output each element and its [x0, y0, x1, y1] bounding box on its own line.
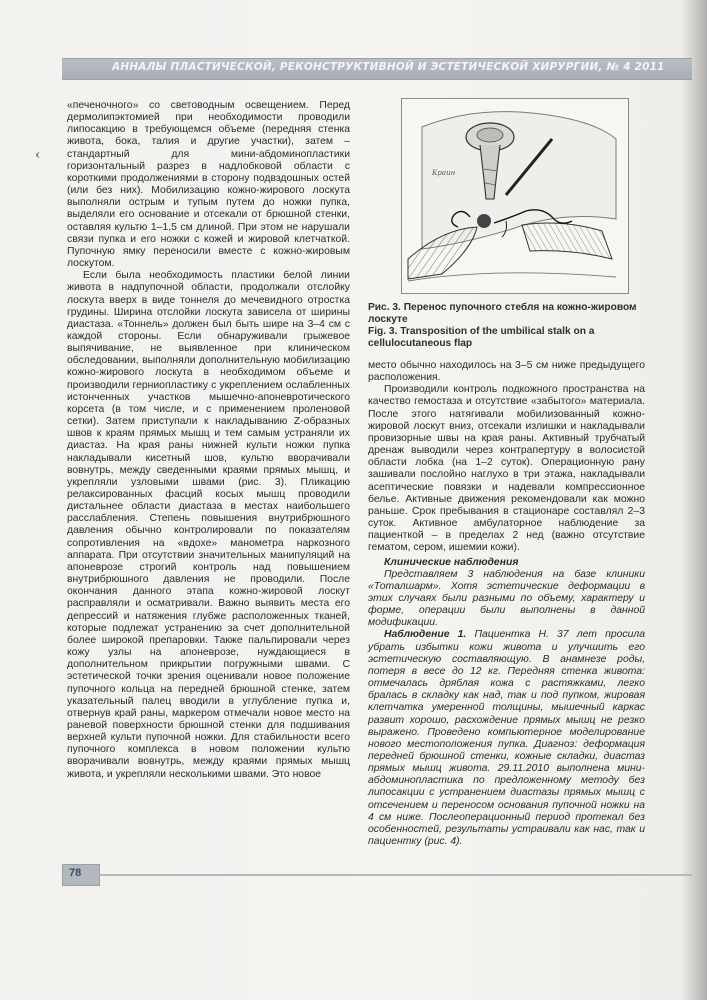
scan-mark	[36, 152, 46, 158]
surgical-sketch	[402, 99, 628, 293]
caption-russian: Рис. 3. Перенос пупочного стебля на кожно-жировом лоскуте	[368, 302, 637, 325]
left-paragraph-1: «печеночного» со световодным освещением. Перед дермолипэктомией при необходимости проводили липосакцию в требующемся объеме (передняя стенка живота, бока, талия и другие участки), затем – стандартный для мини-абдоминопластики горизонтальный разрез в надлобковой области с короткими продолжениями в сторону подвздошных остей (или без них). Мобилизацию кожно-жирового лоскута выполняли острым и тупым путем до ножки пупка, выделяли его основание и отсекали от брюшной стенки, оставляя культю 1–1,5 см длиной. При этом не нарушали связи пупка и его ножки с кожей и жировой клетчаткой. Пупочную ямку переносили вместе с кожно-жировым лоскутом.	[67, 100, 350, 270]
observation-1	[368, 629, 645, 848]
page-number: 78	[69, 867, 82, 879]
figure-caption	[368, 302, 650, 350]
right-paragraph-2: Производили контроль подкожного пространства на качество гемостаза и отсутствие «забытого» материала. После этого натягивали мобилизованный кожно-жировой лоскут вниз, отсекали излишки и накладывали провизорные швы на края раны. Активный трубчатый дренаж выводили через контрапертуру в волосистой области лобка (на 1–2 суток). Операционную рану зашивали послойно наглухо в три этажа, накладывали асептические повязки и надевали компрессионное белье. Активные движения рекомендовали как можно раньше. Срок пребывания в стационаре составлял 2–3 суток. Активное амбулаторное наблюдение за пациенткой – в пределах 2 нед (важно отсутствие гематом, сером, ишемии кожи).	[368, 384, 645, 554]
right-column	[368, 360, 645, 848]
left-paragraph-2: Если была необходимость пластики белой линии живота в надпупочной области, продолжали отслойку лоскута вверх в виде тоннеля до мечевидного отростка грудины. Ширина отслойки лоскута зависела от ширины диастаза. «Тоннель» должен был быть шире на 3–4 см с каждой стороны. Если обнаруживали грыжевое выпячивание, не выявленное при клиническом обследовании, выполняли дополнительную мобилизацию кожно-жирового лоскута в необходимом объеме и производили герниопластику с укреплением ослабленных истонченных участков мышечно-апоневротического корсета (в том числе, и с применением проленовой сетки). Затем приступали к накладыванию Z-образных швов к краям прямых мышц и тем самым устраняли их диастаз. На края раны нижней культи ножки пупка накладывали кисетный шов, культю вворачивали вовнутрь, между сведенными краями прямых мышц, и укрепляли узловыми швами (рис. 3). Пликацию релаксированных фасций косых мышц проводили дистальнее области диастаза в местах наибольшего расслабления. Степень повышения внутрибрюшного давления обычно контролировали по показателям сопротивления на «вдохе» манометра наркозного аппарата. При отсутствии значительных манипуляций на апоневрозе строгий контроль над повышением внутрибрюшного давления не проводили. После окончания данного этапа кожно-жировой лоскут расправляли и осматривали. Важно выявить места его депрессий и натяжения глубже расположенных тканей, которые подлежат устранению за счет дополнительной более широкой препаровки. Также пальпировали через кожу узлы на апоневрозе, нуждающиеся в дополнительном прикрытии погружными швами. С эстетической точки зрения оценивали новое положение пупочного кольца на передней брюшной стенке, затем указательный палец вводили в углубление пупка и, отвернув край раны, маркером отмечали новое место на раневой поверхности брюшной стенки для подшивания верхней культи пупочной ножки. Для стабильности всего пупочного комплекса в новом положении культю вворачивали вовнутрь, между краями прямых мышц живота, и укрепляли несколькими швами. Это новое	[67, 270, 350, 780]
observation-text: Пациентка Н. 37 лет просила убрать избытки кожи живота и улучшить его эстетическую составляющую. В анамнезе роды, потеря в весе до 12 кг. Передняя стенка живота: отмечалась дряблая кожа с растяжками, легко бралась в складку как над, так и под пупком, жировая клетчатка умеренной толщины, мышечный каркас развит хорошо, расхождение прямых мышц не резко выражено. Проведено компьютерное моделирование нового местоположения пупка. Диагноз: деформация передней брюшной стенки, кожные складки, диастаз прямых мышц живота. 29.11.2010 выполнена мини-абдоминопластика по предложенному методу без липосакции с устранением диастазы прямых мышц с отсечением и переносом основания пупочной ножки на 4 см ниже. Послеоперационный период протекал без особенностей, результаты устраивали как нас, так и пациентку (рис. 4).	[368, 629, 645, 848]
handwritten-note: Краин	[432, 169, 456, 177]
page-edge-shadow	[681, 0, 707, 1000]
footer-rule	[98, 874, 692, 876]
right-paragraph-3: Представляем 3 наблюдения на базе клиники «Тоталшарм». Хотя эстетические деформации в этих случаях были разными по объему, характеру и форме, операции были выполнены в данной модификации.	[368, 568, 645, 629]
caption-english: Fig. 3. Transposition of the umbilical stalk on a cellulocutaneous flap	[368, 326, 595, 349]
section-title: Клинические наблюдения	[384, 556, 519, 568]
observation-label: Наблюдение 1.	[384, 629, 467, 641]
right-paragraph-1: место обычно находилось на 3–5 см ниже предыдущего расположения.	[368, 360, 645, 384]
figure-3-illustration	[401, 98, 629, 294]
journal-title: АННАЛЫ ПЛАСТИЧЕСКОЙ, РЕКОНСТРУКТИВНОЙ И ЭСТЕТИЧЕСКОЙ ХИРУРГИИ, № 4 2011	[112, 61, 665, 73]
left-column	[67, 100, 350, 781]
